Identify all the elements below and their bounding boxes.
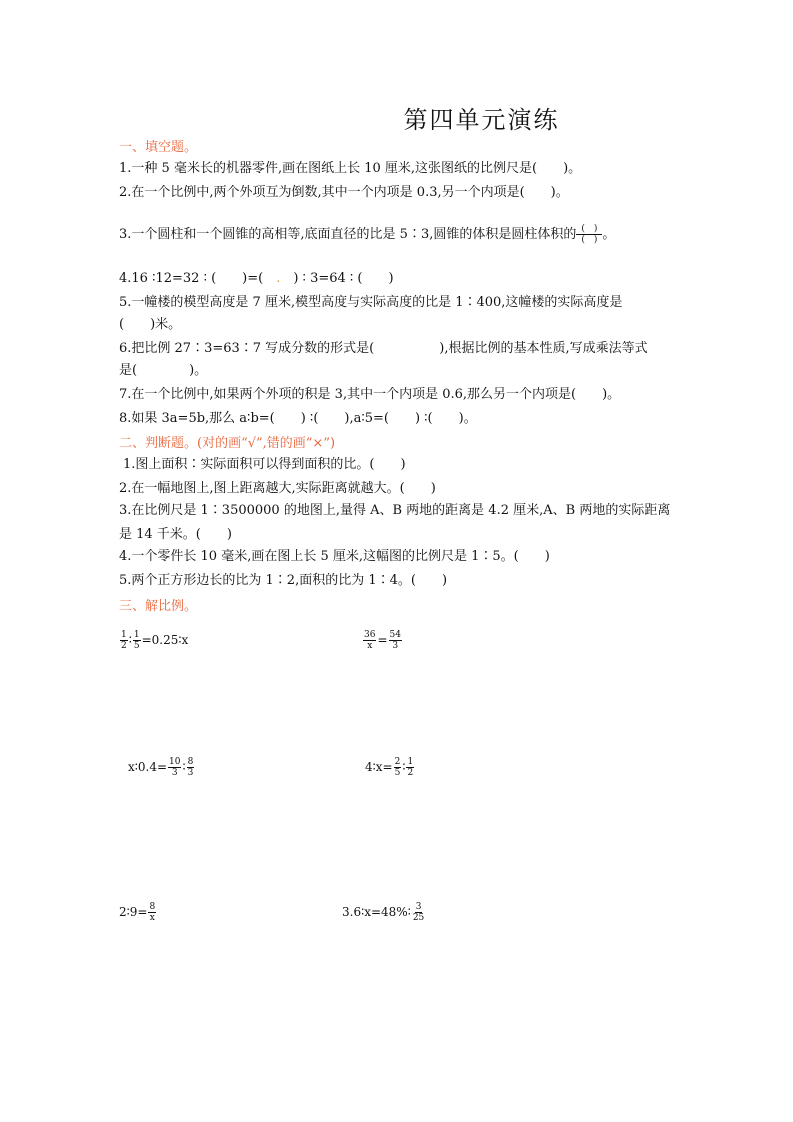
- question-1-4: 4.16 ∶12=32 ∶ ( )=( . ) ∶ 3=64 ∶ ( ): [119, 271, 394, 286]
- answer-blank-fraction[interactable]: $\frac{( )}{( )}$: [576, 224, 602, 245]
- question-1-1: 1.一种 5 毫米长的机器零件,画在图纸上长 10 厘米,这张图纸的比例尺是( )。: [119, 161, 582, 176]
- section-heading-fill-in: 一、填空题。: [119, 140, 198, 155]
- fraction: $\frac{8}{x}$: [149, 902, 156, 923]
- question-1-5-line2: ( )米。: [119, 317, 182, 332]
- equation-1: $\frac{1}{2}$ ∶ $\frac{1}{5}$ =0.25∶x: [121, 630, 189, 651]
- equation-6: 3.6∶x=48%∶ $\frac{3}{25}$: [342, 902, 425, 923]
- fraction: $\frac{1}{5}$: [133, 630, 140, 651]
- fraction: $\frac{36}{x}$: [364, 630, 376, 651]
- question-2-1: 1.图上面积∶实际面积可以得到面积的比。( ): [123, 457, 406, 472]
- equation-3: x∶0.4= $\frac{10}{3}$ ∶ $\frac{8}{3}$: [128, 757, 194, 778]
- question-2-3-line2: 是 14 千米。( ): [119, 527, 232, 542]
- fraction: $\frac{8}{3}$: [187, 757, 194, 778]
- equation-5: 2∶9= $\frac{8}{x}$: [119, 902, 156, 923]
- page-title: 第四单元演练: [403, 106, 560, 134]
- question-1-2: 2.在一个比例中,两个外项互为倒数,其中一个内项是 0.3,另一个内项是( )。: [119, 185, 569, 200]
- fraction: $\frac{10}{3}$: [169, 757, 181, 778]
- question-1-6-line1: 6.把比例 27∶3=63∶7 写成分数的形式是( ),根据比例的基本性质,写成乘法等式: [119, 341, 648, 356]
- question-2-4: 4.一个零件长 10 毫米,画在图上长 5 厘米,这幅图的比例尺是 1∶5。( ): [119, 549, 550, 564]
- question-2-5: 5.两个正方形边长的比为 1∶2,面积的比为 1∶4。( ): [119, 573, 448, 588]
- question-1-3: 3.一个圆柱和一个圆锥的高相等,底面直径的比是 5∶3,圆锥的体积是圆柱体积的 $\frac{( )}{( )}$ 。: [119, 224, 616, 245]
- equation-4: 4∶x= $\frac{2}{5}$ ∶ $\frac{1}{2}$: [365, 757, 414, 778]
- fraction: $\frac{1}{2}$: [407, 757, 414, 778]
- question-1-6-line2: 是( )。: [119, 363, 208, 378]
- question-1-3-text: 3.一个圆柱和一个圆锥的高相等,底面直径的比是 5∶3,圆锥的体积是圆柱体积的: [119, 227, 577, 242]
- fraction: $\frac{1}{2}$: [121, 630, 127, 651]
- question-1-7: 7.在一个比例中,如果两个外项的积是 3,其中一个内项是 0.6,那么另一个内项是( )。: [119, 387, 621, 402]
- question-2-2: 2.在一幅地图上,图上距离越大,实际距离就越大。( ): [119, 481, 436, 496]
- section-heading-solve-proportion: 三、解比例。: [119, 599, 198, 614]
- question-2-3-line1: 3.在比例尺是 1∶3500000 的地图上,量得 A、B 两地的距离是 4.2 厘米,A、B 两地的实际距离: [119, 503, 671, 518]
- equation-2: $\frac{36}{x}$ = $\frac{54}{3}$: [364, 630, 401, 651]
- section-heading-true-false: 二、判断题。(对的画“√”,错的画“×”): [119, 436, 336, 451]
- question-1-5-line1: 5.一幢楼的模型高度是 7 厘米,模型高度与实际高度的比是 1∶400,这幢楼的实际高度是: [119, 295, 623, 310]
- fraction: $\frac{2}{5}$: [394, 757, 401, 778]
- question-1-8: 8.如果 3a=5b,那么 a∶b=( ) ∶( ),a∶5=( ) ∶( )。: [119, 411, 477, 426]
- fraction: $\frac{54}{3}$: [389, 630, 401, 651]
- fraction: $\frac{3}{25}$: [412, 902, 425, 923]
